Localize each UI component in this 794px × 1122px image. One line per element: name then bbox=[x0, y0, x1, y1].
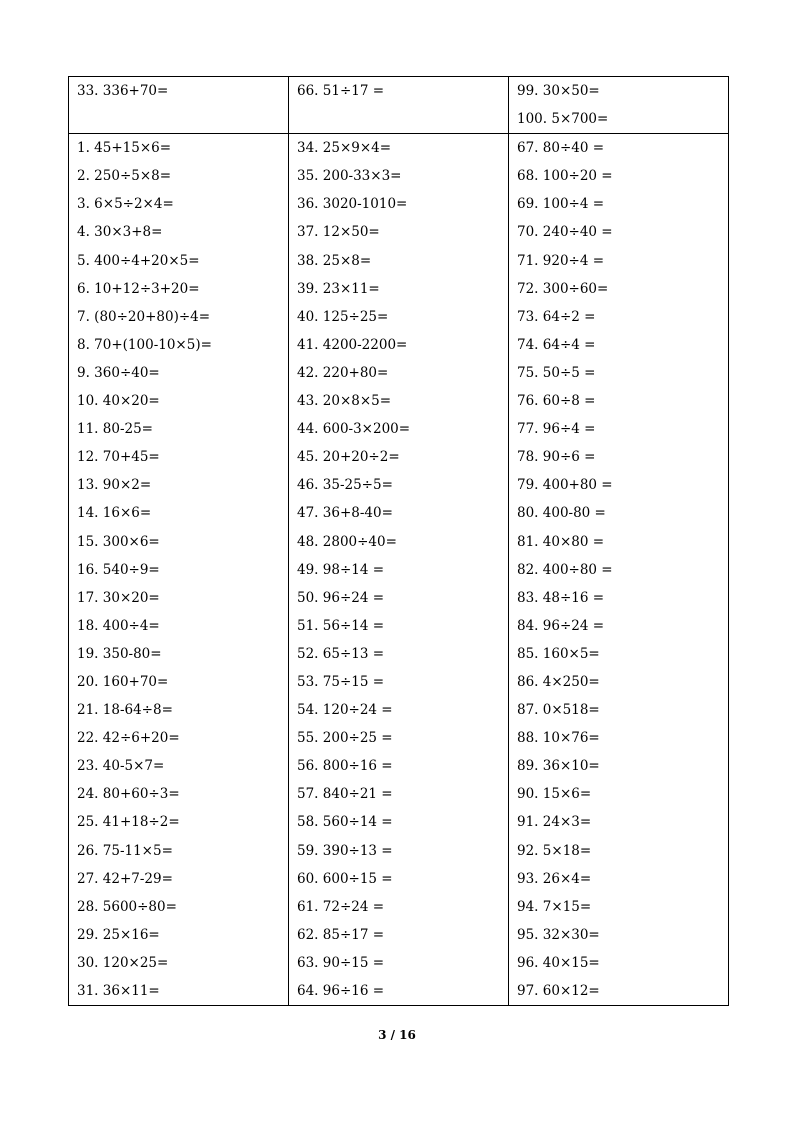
exercise-item: 96. 40×15= bbox=[517, 954, 600, 971]
exercise-item: 86. 4×250= bbox=[517, 673, 600, 690]
exercise-item: 52. 65÷13 = bbox=[297, 645, 385, 662]
exercise-item: 71. 920÷4 = bbox=[517, 252, 605, 269]
exercise-item: 78. 90÷6 = bbox=[517, 449, 596, 466]
main-row bbox=[69, 134, 729, 1006]
exercise-item: 79. 400+80 = bbox=[517, 477, 613, 494]
exercise-item: 76. 60÷8 = bbox=[517, 393, 596, 410]
exercise-item: 67. 80÷40 = bbox=[517, 140, 605, 157]
exercise-item: 73. 64÷2 = bbox=[517, 308, 596, 325]
exercise-item: 9. 360÷40= bbox=[77, 364, 160, 381]
exercise-item: 27. 42+7-29= bbox=[77, 870, 173, 887]
column-3 bbox=[509, 134, 729, 1006]
exercise-table bbox=[68, 76, 729, 1006]
exercise-item: 49. 98÷14 = bbox=[297, 561, 385, 578]
column-1 bbox=[69, 134, 289, 1006]
exercise-item: 80. 400-80 = bbox=[517, 505, 606, 522]
exercise-item: 84. 96÷24 = bbox=[517, 617, 605, 634]
exercise-item: 39. 23×11= bbox=[297, 280, 380, 297]
exercise-item: 70. 240÷40 = bbox=[517, 224, 613, 241]
exercise-item: 94. 7×15= bbox=[517, 898, 592, 915]
top-cell-2 bbox=[289, 77, 509, 134]
exercise-item: 100. 5×700= bbox=[517, 111, 609, 128]
exercise-item: 56. 800÷16 = bbox=[297, 758, 393, 775]
exercise-item: 90. 15×6= bbox=[517, 786, 592, 803]
exercise-item: 63. 90÷15 = bbox=[297, 954, 385, 971]
exercise-item: 58. 560÷14 = bbox=[297, 814, 393, 831]
exercise-item: 20. 160+70= bbox=[77, 673, 169, 690]
exercise-item: 17. 30×20= bbox=[77, 589, 160, 606]
exercise-item: 28. 5600÷80= bbox=[77, 898, 177, 915]
exercise-item: 59. 390÷13 = bbox=[297, 842, 393, 859]
exercise-item: 97. 60×12= bbox=[517, 983, 600, 999]
exercise-item: 62. 85÷17 = bbox=[297, 926, 385, 943]
exercise-item: 37. 12×50= bbox=[297, 224, 380, 241]
exercise-item: 91. 24×3= bbox=[517, 814, 592, 831]
exercise-item: 7. (80÷20+80)÷4= bbox=[77, 308, 211, 325]
exercise-item: 4. 30×3+8= bbox=[77, 224, 163, 241]
exercise-item: 47. 36+8-40= bbox=[297, 505, 393, 522]
exercise-item: 93. 26×4= bbox=[517, 870, 592, 887]
exercise-item: 31. 36×11= bbox=[77, 983, 160, 999]
exercise-item: 19. 350-80= bbox=[77, 645, 162, 662]
exercise-item: 11. 80-25= bbox=[77, 421, 153, 438]
exercise-item: 53. 75÷15 = bbox=[297, 673, 385, 690]
exercise-item: 95. 32×30= bbox=[517, 926, 600, 943]
exercise-item: 44. 600-3×200= bbox=[297, 421, 411, 438]
exercise-item: 26. 75-11×5= bbox=[77, 842, 173, 859]
exercise-item: 25. 41+18÷2= bbox=[77, 814, 180, 831]
page-number: 3 / 16 bbox=[378, 1028, 416, 1042]
exercise-item: 8. 70+(100-10×5)= bbox=[77, 336, 212, 353]
exercise-item: 18. 400÷4= bbox=[77, 617, 160, 634]
exercise-item: 41. 4200-2200= bbox=[297, 336, 408, 353]
exercise-item: 77. 96÷4 = bbox=[517, 421, 596, 438]
exercise-item: 22. 42÷6+20= bbox=[77, 730, 180, 747]
exercise-item: 55. 200÷25 = bbox=[297, 730, 393, 747]
exercise-item: 60. 600÷15 = bbox=[297, 870, 393, 887]
exercise-item: 72. 300÷60= bbox=[517, 280, 609, 297]
exercise-item: 14. 16×6= bbox=[77, 505, 152, 522]
exercise-item: 74. 64÷4 = bbox=[517, 336, 596, 353]
exercise-item: 33. 336+70= bbox=[77, 83, 169, 99]
exercise-item: 30. 120×25= bbox=[77, 954, 169, 971]
exercise-item: 24. 80+60÷3= bbox=[77, 786, 180, 803]
exercise-item: 45. 20+20÷2= bbox=[297, 449, 400, 466]
exercise-item: 61. 72÷24 = bbox=[297, 898, 385, 915]
top-row bbox=[69, 77, 729, 134]
exercise-item: 38. 25×8= bbox=[297, 252, 372, 269]
exercise-item: 50. 96÷24 = bbox=[297, 589, 385, 606]
exercise-item: 5. 400÷4+20×5= bbox=[77, 252, 200, 269]
exercise-item: 29. 25×16= bbox=[77, 926, 160, 943]
exercise-item: 43. 20×8×5= bbox=[297, 393, 392, 410]
exercise-item: 13. 90×2= bbox=[77, 477, 152, 494]
exercise-item: 15. 300×6= bbox=[77, 533, 160, 550]
exercise-item: 87. 0×518= bbox=[517, 702, 600, 719]
exercise-item: 2. 250÷5×8= bbox=[77, 168, 172, 185]
top-cell-3 bbox=[509, 77, 729, 134]
exercise-item: 82. 400÷80 = bbox=[517, 561, 613, 578]
exercise-item: 36. 3020-1010= bbox=[297, 196, 408, 213]
exercise-item: 75. 50÷5 = bbox=[517, 364, 596, 381]
column-2 bbox=[289, 134, 509, 1006]
exercise-item: 42. 220+80= bbox=[297, 364, 389, 381]
exercise-item: 12. 70+45= bbox=[77, 449, 160, 466]
exercise-item: 66. 51÷17 = bbox=[297, 83, 385, 99]
exercise-item: 68. 100÷20 = bbox=[517, 168, 613, 185]
exercise-item: 23. 40-5×7= bbox=[77, 758, 165, 775]
exercise-item: 83. 48÷16 = bbox=[517, 589, 605, 606]
exercise-item: 6. 10+12÷3+20= bbox=[77, 280, 200, 297]
top-cell-1 bbox=[69, 77, 289, 134]
exercise-item: 16. 540÷9= bbox=[77, 561, 160, 578]
exercise-item: 54. 120÷24 = bbox=[297, 702, 393, 719]
exercise-item: 99. 30×50= bbox=[517, 83, 600, 99]
exercise-item: 88. 10×76= bbox=[517, 730, 600, 747]
exercise-item: 81. 40×80 = bbox=[517, 533, 605, 550]
exercise-item: 48. 2800÷40= bbox=[297, 533, 397, 550]
exercise-item: 57. 840÷21 = bbox=[297, 786, 393, 803]
exercise-item: 64. 96÷16 = bbox=[297, 983, 385, 999]
exercise-item: 3. 6×5÷2×4= bbox=[77, 196, 174, 213]
exercise-item: 1. 45+15×6= bbox=[77, 140, 172, 157]
exercise-item: 46. 35-25÷5= bbox=[297, 477, 393, 494]
exercise-item: 35. 200-33×3= bbox=[297, 168, 402, 185]
exercise-item: 51. 56÷14 = bbox=[297, 617, 385, 634]
exercise-item: 40. 125÷25= bbox=[297, 308, 389, 325]
exercise-item: 34. 25×9×4= bbox=[297, 140, 392, 157]
exercise-item: 10. 40×20= bbox=[77, 393, 160, 410]
exercise-item: 85. 160×5= bbox=[517, 645, 600, 662]
exercise-item: 69. 100÷4 = bbox=[517, 196, 605, 213]
exercise-item: 89. 36×10= bbox=[517, 758, 600, 775]
exercise-item: 21. 18-64÷8= bbox=[77, 702, 173, 719]
exercise-item: 92. 5×18= bbox=[517, 842, 592, 859]
